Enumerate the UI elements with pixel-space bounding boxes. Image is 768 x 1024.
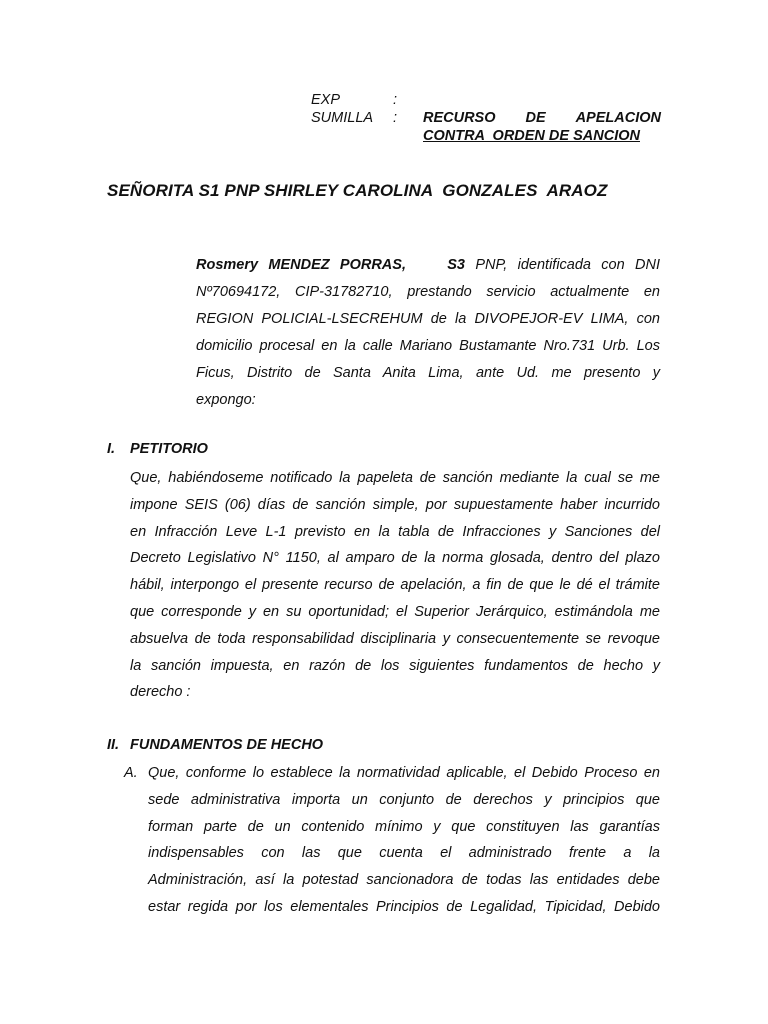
s1-line-5: hábil, interpongo el presente recurso de apelación, a fin de que le dé el trámite — [130, 577, 660, 594]
sumilla-word-2: DE — [525, 110, 546, 126]
s1-line-2: impone SEIS (06) días de sanción simple, por supuestamente haber incurrido — [130, 496, 660, 513]
section-2-heading — [107, 737, 323, 753]
intro-line-1-rest: PNP, identificada con DNI — [475, 257, 660, 273]
intro-rank: S3 — [447, 257, 466, 273]
s1-line-1: Que, habiéndoseme notificado la papeleta de sanción mediante la cual se me — [130, 470, 660, 486]
s2-line-2: sede administrativa importa un conjunto de derechos y principios que — [148, 791, 660, 808]
sumilla-line-2: CONTRA ORDEN DE SANCION — [423, 128, 640, 144]
section-1-heading — [107, 441, 208, 457]
s2-line-3: forman parte de un contenido mínimo y que constituyen las garantías — [148, 818, 660, 835]
s1-line-4: Decreto Legislativo N° 1150, al amparo de la norma glosada, dentro del plazo — [130, 550, 660, 567]
sumilla-word-3: APELACION — [575, 110, 661, 126]
intro-name: Rosmery MENDEZ PORRAS, — [196, 257, 406, 273]
section-1-number: I. — [107, 441, 116, 457]
sumilla-label: SUMILLA — [311, 110, 374, 126]
s1-line-7: absuelva de toda responsabilidad disciplinaria y consecuentemente se revoque — [130, 630, 660, 647]
sumilla-row — [311, 109, 661, 145]
header-block — [311, 91, 661, 145]
intro-line-1 — [196, 252, 660, 279]
section-1-paragraph — [130, 465, 660, 706]
s2-line-6: estar regida por los elementales Principios de Legalidad, Tipicidad, Debido — [148, 898, 660, 915]
s1-line-8: la sanción impuesta, en razón de los siguientes fundamentos de hecho y — [130, 657, 660, 674]
s2-line-5: Administración, así la potestad sancionadora de todas las entidades debe — [148, 872, 660, 889]
exp-colon: : — [393, 92, 398, 108]
sumilla-word-1: RECURSO — [423, 110, 496, 126]
s2-line-4: indispensables con las que cuenta el administrado frente a la — [148, 845, 660, 862]
sumilla-colon: : — [393, 110, 398, 126]
exp-label: EXP — [311, 92, 341, 108]
intro-paragraph — [196, 252, 660, 414]
section-2-item-a — [148, 760, 660, 921]
sumilla-value — [423, 109, 661, 145]
s1-line-3: en Infracción Leve L-1 previsto en la tabla de Infracciones y Sanciones del — [130, 523, 660, 540]
s1-line-6: que corresponde y en su oportunidad; el Superior Jerárquico, estimándola me — [130, 603, 660, 620]
intro-line-6: expongo: — [196, 392, 256, 408]
sumilla-line-1 — [423, 109, 661, 127]
item-a-letter: A. — [124, 765, 138, 781]
s2-line-1: Que, conforme lo establece la normatividad aplicable, el Debido Proceso en — [148, 765, 660, 781]
section-1-title: PETITORIO — [130, 441, 208, 457]
intro-line-2: Nº70694172, CIP-31782710, prestando servicio actualmente en — [196, 284, 660, 300]
intro-line-4: domicilio procesal en la calle Mariano Bustamante Nro.731 Urb. Los — [196, 338, 660, 354]
section-2-title: FUNDAMENTOS DE HECHO — [130, 737, 324, 753]
intro-line-5: Ficus, Distrito de Santa Anita Lima, ante Ud. me presento y — [196, 365, 660, 381]
addressee: SEÑORITA S1 PNP SHIRLEY CAROLINA GONZALES ARAOZ — [107, 181, 608, 200]
exp-row — [311, 91, 661, 109]
intro-line-3: REGION POLICIAL-LSECREHUM de la DIVOPEJOR-EV LIMA, con — [196, 311, 660, 327]
exp-value — [423, 91, 661, 109]
section-2-number: II. — [107, 737, 120, 753]
s1-line-9: derecho : — [130, 684, 191, 701]
